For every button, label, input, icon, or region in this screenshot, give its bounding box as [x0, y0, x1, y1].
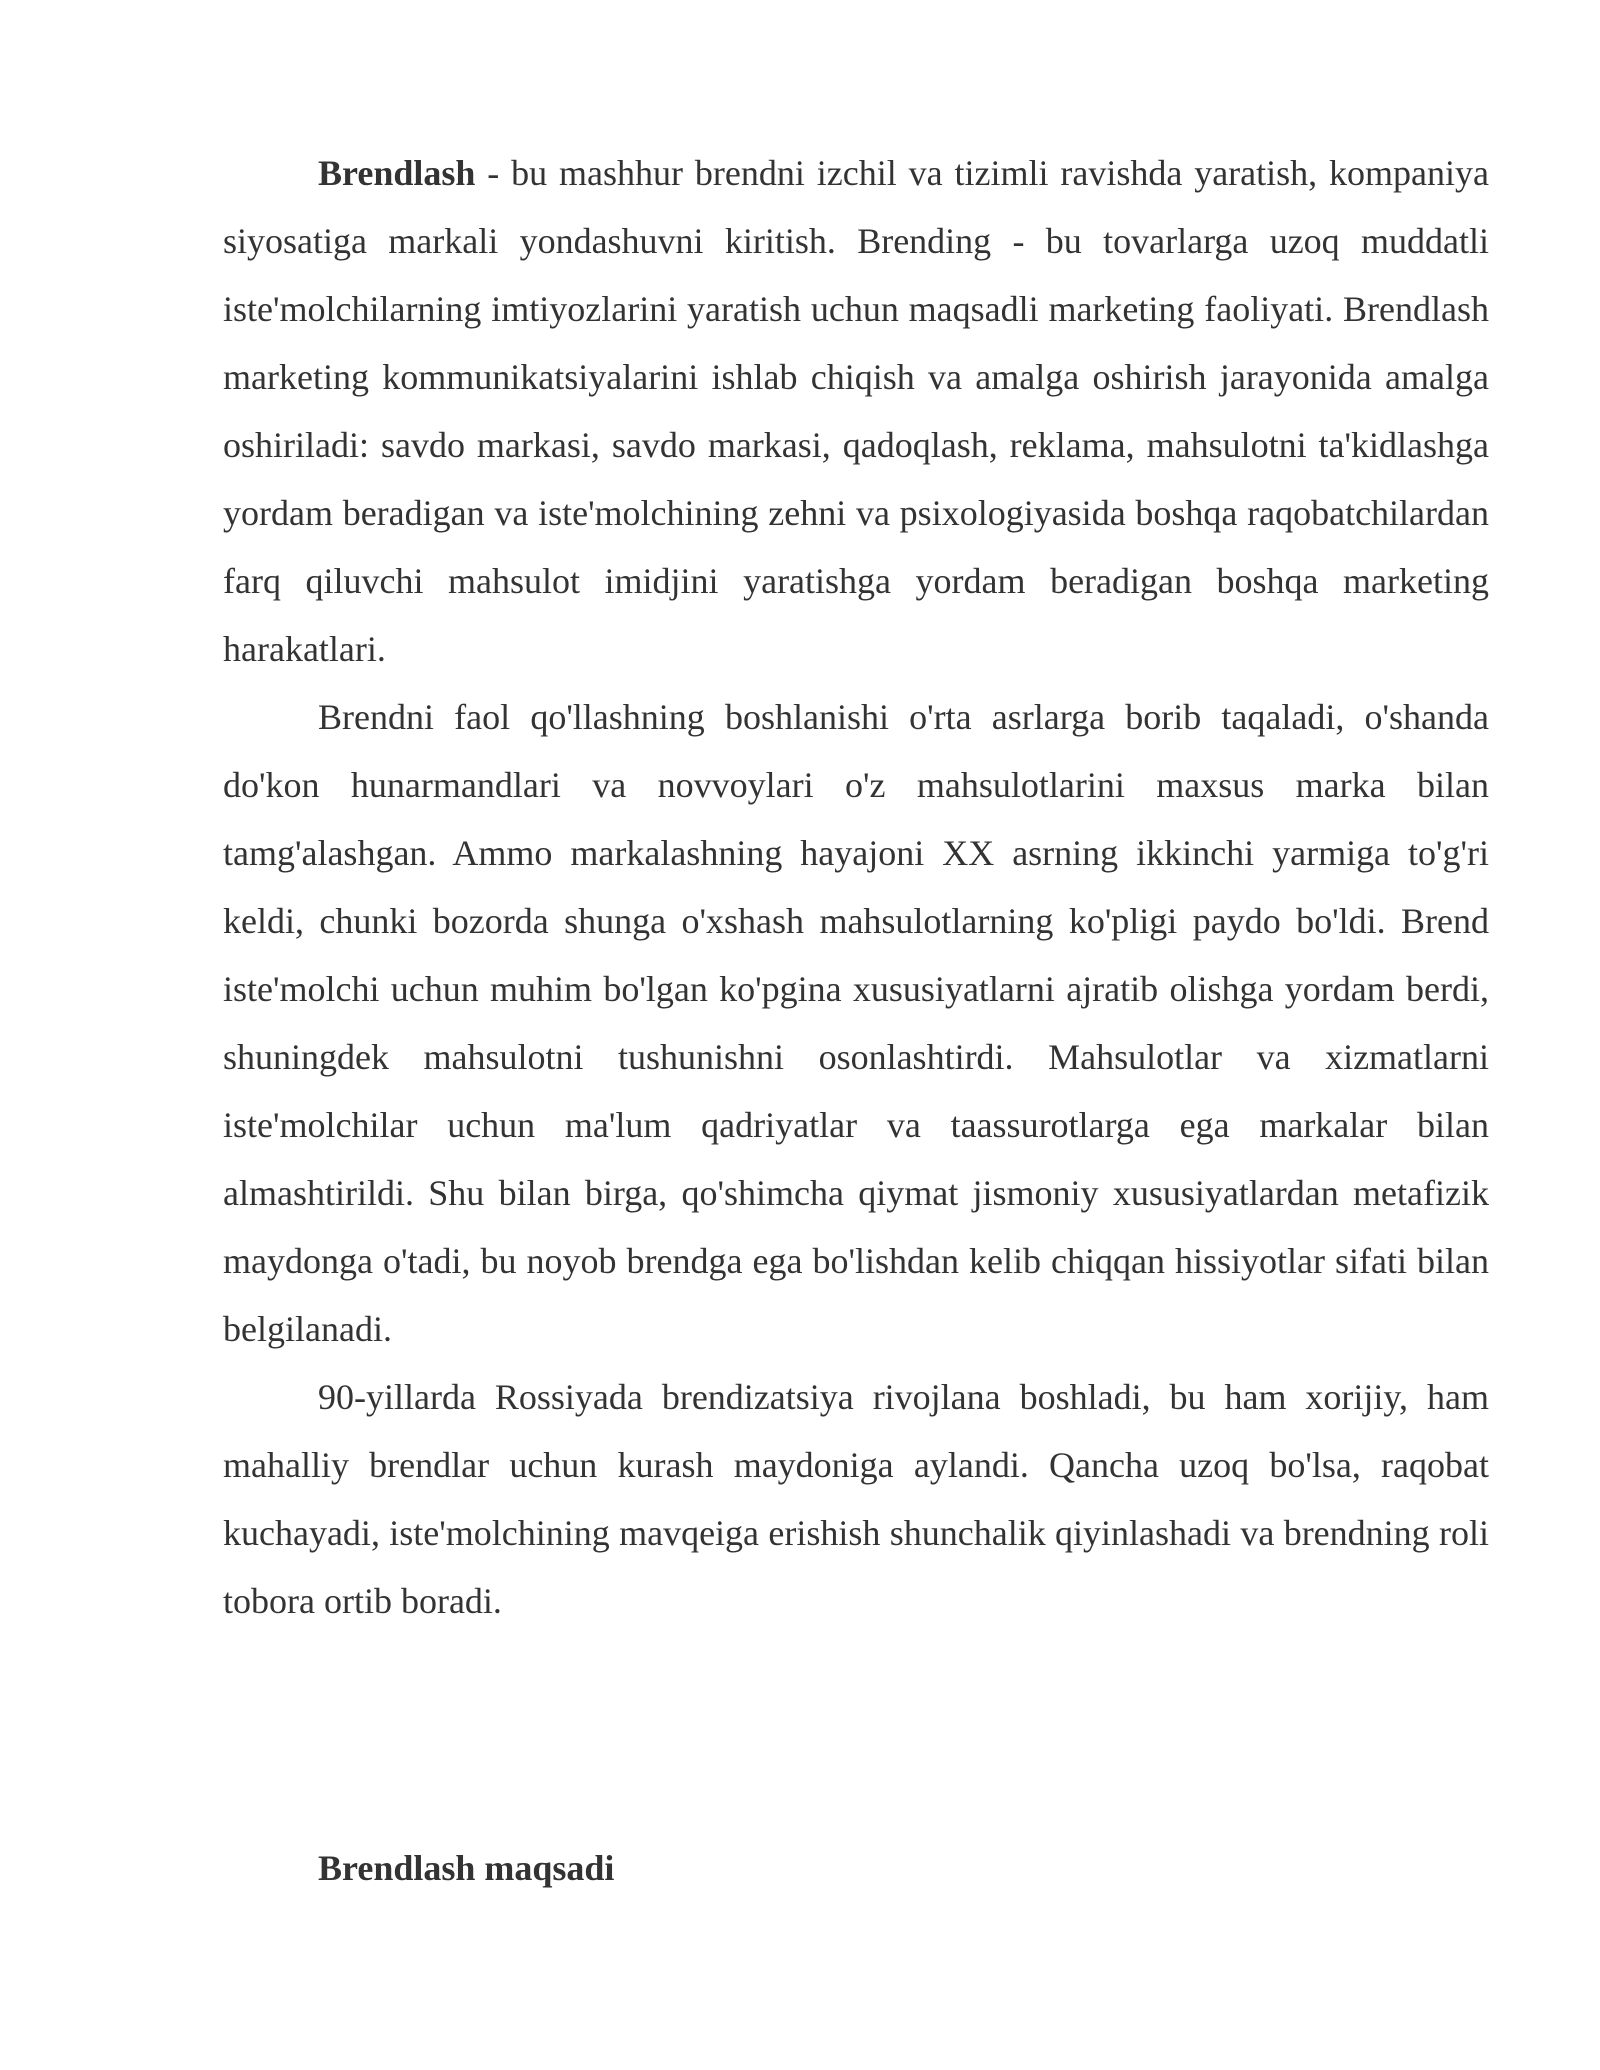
section-heading: Brendlash maqsadi [318, 1848, 615, 1888]
paragraph-2: Brendni faol qo'llashning boshlanishi o'rta asrlarga borib taqaladi, o'shanda do'kon hunarmandlari va novvoylari o'z mahsulotlarini maxsus marka bilan tamg'alashgan. Ammo markalashning hayajoni XX asrning ikkinchi yarmiga to'g'ri keldi, chunki bozorda shunga o'xshash mahsulotlarning ko'pligi paydo bo'ldi. Brend iste'molchi uchun muhim bo'lgan ko'pgina xususiyatlarni ajratib olishga yordam berdi, shuningdek mahsulotni tushunishni osonlashtirdi. Mahsulotlar va xizmatlarni iste'molchilar uchun ma'lum qadriyatlar va taassurotlarga ega markalar bilan almashtirildi. Shu bilan birga, qo'shimcha qiymat jismoniy xususiyatlardan metafizik maydonga o'tadi, bu noyob brendga ega bo'lishdan kelib chiqqan hissiyotlar sifati bilan belgilanadi. [223, 697, 1489, 1349]
paragraph-3: 90-yillarda Rossiyada brendizatsiya rivojlana boshladi, bu ham xorijiy, ham mahalliy brendlar uchun kurash maydoniga aylandi. Qancha uzoq bo'lsa, raqobat kuchayadi, iste'molchining mavqeiga erishish shunchalik qiyinlashadi va brendning roli tobora ortib boradi. [223, 1377, 1489, 1621]
document-body [223, 139, 1489, 1635]
paragraph-1-text: - bu mashhur brendni izchil va tizimli ravishda yaratish, kompaniya siyosatiga markali yondashuvni kiritish. Brending - bu tovarlarga uzoq muddatli iste'molchilarning imtiyozlarini yaratish uchun maqsadli marketing faoliyati. Brendlash marketing kommunikatsiyalarini ishlab chiqish va amalga oshirish jarayonida amalga oshiriladi: savdo markasi, savdo markasi, qadoqlash, reklama, mahsulotni ta'kidlashga yordam beradigan va iste'molchining zehni va psixologiyasida boshqa raqobatchilardan farq qiluvchi mahsulot imidjini yaratishga yordam beradigan boshqa marketing harakatlari. [223, 153, 1489, 669]
paragraph-1 [223, 139, 1489, 683]
paragraph-1-lead-term: Brendlash [318, 153, 476, 193]
